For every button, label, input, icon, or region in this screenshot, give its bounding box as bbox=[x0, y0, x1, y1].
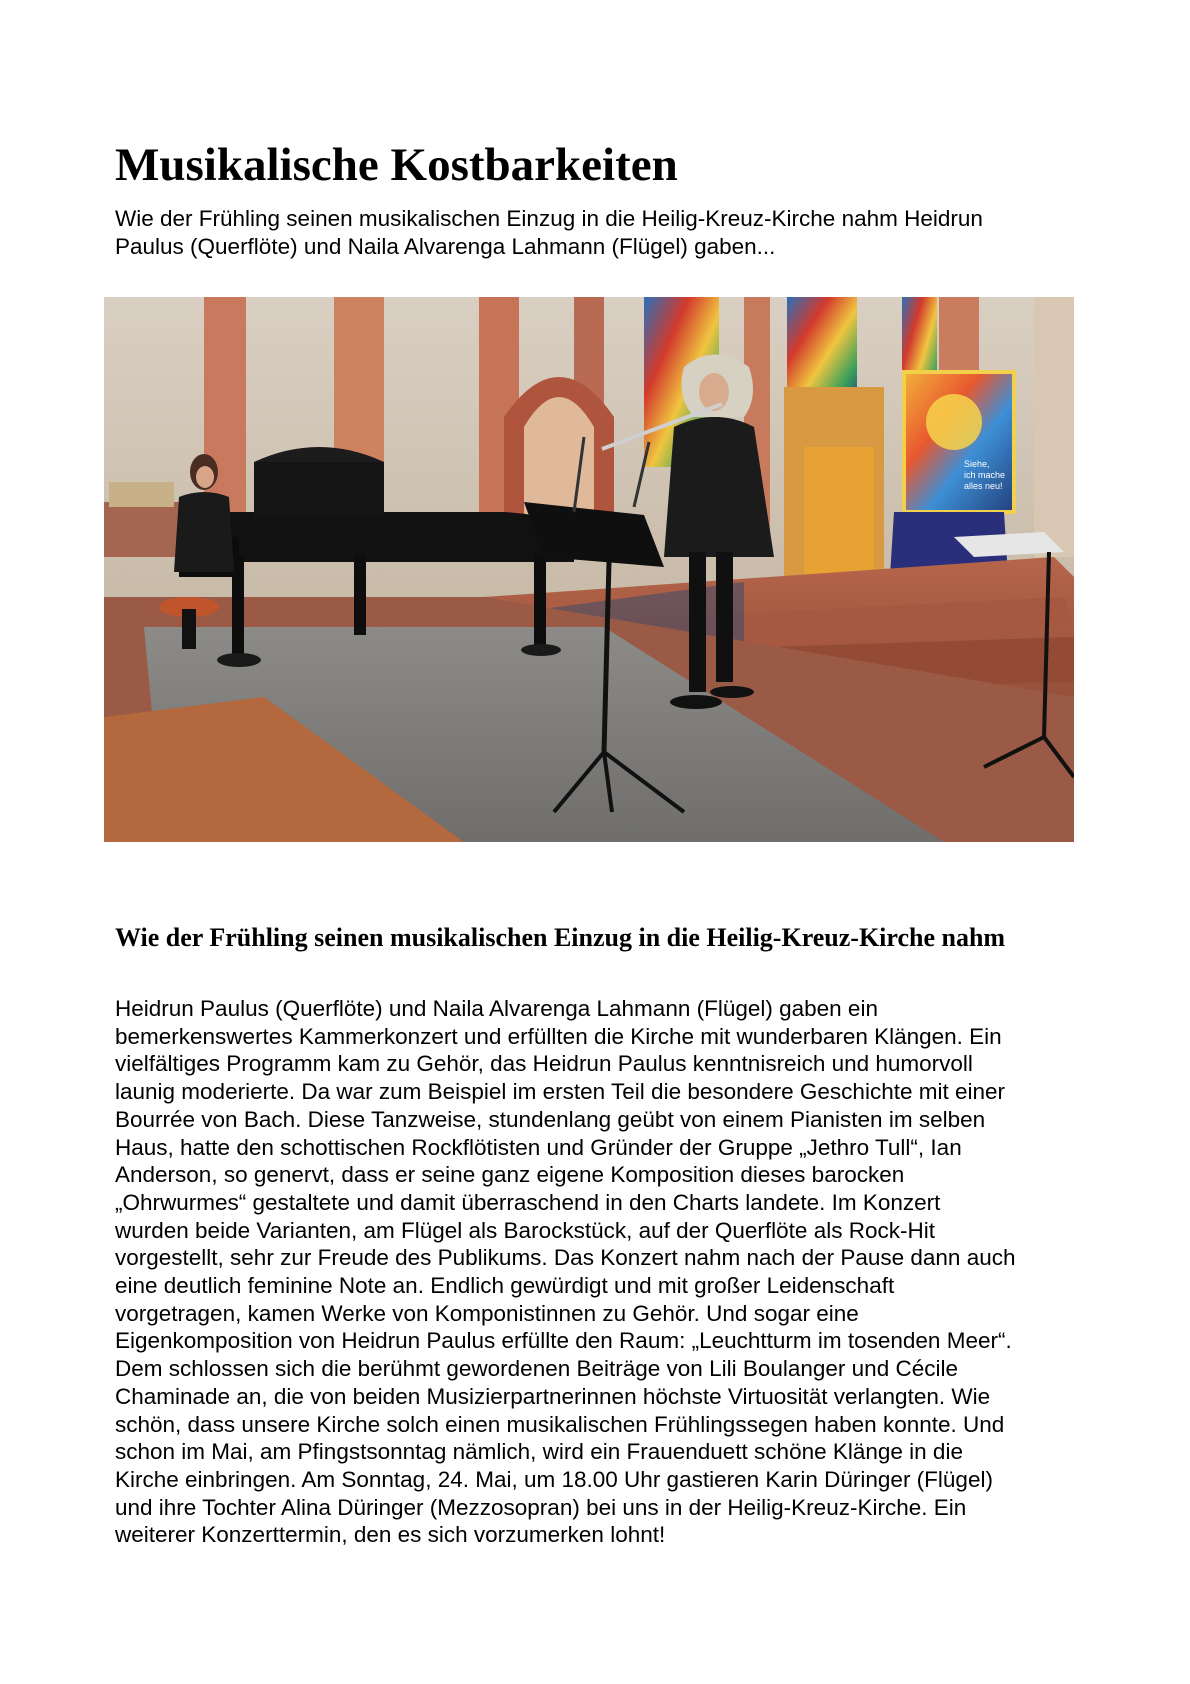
body-line: Bourrée von Bach. Diese Tanzweise, stundenlang geübt von einem Pianisten im selben bbox=[115, 1106, 986, 1132]
article-subtitle: Wie der Frühling seinen musikalischen Einzug in die Heilig-Kreuz-Kirche nahm bbox=[115, 923, 1006, 952]
poster-line: Siehe, bbox=[964, 459, 990, 469]
body-line: Haus, hatte den schottischen Rockflötisten und Gründer der Gruppe „Jethro Tull“, Ian bbox=[115, 1134, 962, 1160]
body-line: Heidrun Paulus (Querflöte) und Naila Alvarenga Lahmann (Flügel) gaben ein bbox=[115, 996, 878, 1021]
article-lead bbox=[115, 205, 1095, 260]
body-line: „Ohrwurmes“ gestaltete und damit überraschend in den Charts landete. Im Konzert bbox=[115, 1189, 941, 1215]
lead-line: Paulus (Querflöte) und Naila Alvarenga Lahmann (Flügel) gaben... bbox=[115, 233, 776, 259]
body-line: und ihre Tochter Alina Düringer (Mezzosopran) bei uns in der Heilig-Kreuz-Kirche. Ein bbox=[115, 1494, 967, 1520]
poster-line: ich mache bbox=[964, 470, 1006, 480]
lead-line: Wie der Frühling seinen musikalischen Einzug in die Heilig-Kreuz-Kirche nahm Heidrun bbox=[115, 206, 983, 231]
body-line: weiterer Konzerttermin, den es sich vorzumerken lohnt! bbox=[115, 1522, 666, 1548]
body-line: Chaminade an, die von beiden Musizierpartnerinnen höchste Virtuosität verlangten. Wie bbox=[115, 1383, 991, 1409]
body-line: wurden beide Varianten, am Flügel als Barockstück, auf der Querflöte als Rock-Hit bbox=[115, 1217, 935, 1243]
body-line: Anderson, so genervt, dass er seine ganz eigene Komposition dieses barocken bbox=[115, 1162, 905, 1188]
body-line: schön, dass unsere Kirche solch einen musikalischen Frühlingssegen haben konnte. Und bbox=[115, 1411, 1005, 1437]
body-line: schon im Mai, am Pfingstsonntag nämlich, wird ein Frauenduett schöne Klänge in die bbox=[115, 1439, 963, 1465]
body-line: vielfältiges Programm kam zu Gehör, das Heidrun Paulus kenntnisreich und humorvoll bbox=[115, 1051, 973, 1077]
body-line: vorgestellt, sehr zur Freude des Publikums. Das Konzert nahm nach der Pause dann auch bbox=[115, 1245, 1016, 1271]
body-line: vorgetragen, kamen Werke von Komponistinnen zu Gehör. Und sogar eine bbox=[115, 1300, 859, 1326]
article-body bbox=[115, 995, 1095, 1549]
body-line: bemerkenswertes Kammerkonzert und erfüllten die Kirche mit wunderbaren Klängen. Ein bbox=[115, 1023, 1002, 1049]
body-line: launig moderierte. Da war zum Beispiel im ersten Teil die besondere Geschichte mit einer bbox=[115, 1079, 1006, 1105]
body-line: Kirche einbringen. Am Sonntag, 24. Mai, um 18.00 Uhr gastieren Karin Düringer (Flügel) bbox=[115, 1466, 993, 1492]
poster-line: alles neu! bbox=[964, 481, 1003, 491]
body-line: eine deutlich feminine Note an. Endlich gewürdigt und mit großer Leidenschaft bbox=[115, 1273, 895, 1299]
body-line: Dem schlossen sich die berühmt gewordenen Beiträge von Lili Boulanger und Cécile bbox=[115, 1356, 958, 1382]
concert-photo-illustration bbox=[104, 297, 1074, 842]
article-title: Musikalische Kostbarkeiten bbox=[115, 139, 678, 191]
body-line: Eigenkomposition von Heidrun Paulus erfüllte den Raum: „Leuchtturm im tosenden Meer“. bbox=[115, 1328, 1012, 1354]
concert-photo bbox=[104, 297, 1074, 842]
